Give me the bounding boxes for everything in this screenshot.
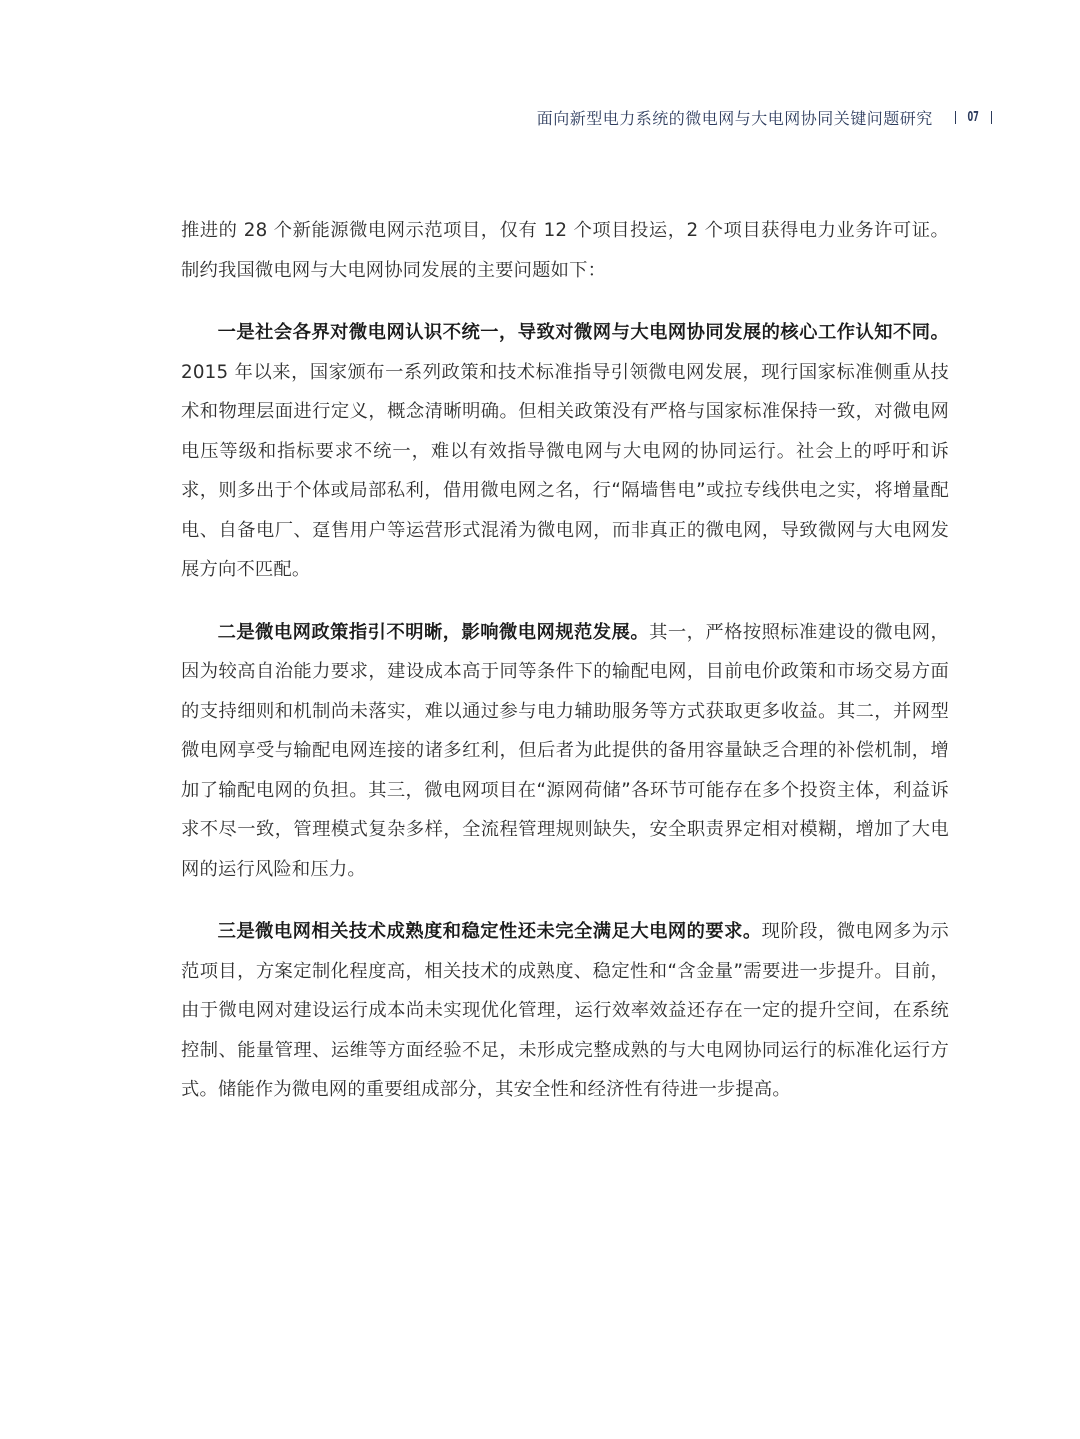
paragraph-lead: 一是社会各界对微电网认识不统一，导致对微网与大电网协同发展的核心工作认知不同。 bbox=[217, 322, 949, 343]
page-number: 07 bbox=[967, 109, 980, 125]
paragraph-text: 推进的 28 个新能源微电网示范项目，仅有 12 个项目投运，2 个项目获得电力业务许可证。制约我国微电网与大电网协同发展的主要问题如下： bbox=[181, 220, 949, 281]
paragraph-point-1 bbox=[181, 313, 949, 590]
paragraph-lead: 三是微电网相关技术成熟度和稳定性还未完全满足大电网的要求。 bbox=[217, 921, 762, 942]
paragraph-text: 其一，严格按照标准建设的微电网，因为较高自治能力要求，建设成本高于同等条件下的输配电网，目前电价政策和市场交易方面的支持细则和机制尚未落实，难以通过参与电力辅助服务等方式获取更多收益。其二，并网型微电网享受与输配电网连接的诸多红利，但后者为此提供的备用容量缺乏合理的补偿机制，增加了输配电网的负担。其三，微电网项目在“源网荷储”各环节可能存在多个投资主体，利益诉求不尽一致，管理模式复杂多样，全流程管理规则缺失，安全职责界定相对模糊，增加了大电网的运行风险和压力。 bbox=[181, 621, 949, 880]
header-divider-right bbox=[991, 111, 993, 124]
body-text bbox=[181, 211, 949, 1110]
paragraph-text: 2015 年以来，国家颁布一系列政策和技术标准指导引领微电网发展，现行国家标准侧重从技术和物理层面进行定义，概念清晰明确。但相关政策没有严格与国家标准保持一致，对微电网电压等级和指标要求不统一，难以有效指导微电网与大电网的协同运行。社会上的呼吁和诉求，则多出于个体或局部私利，借用微电网之名，行“隔墙售电”或拉专线供电之实，将增量配电、自备电厂、趸售用户等运营形式混淆为微电网，而非真正的微电网，导致微网与大电网发展方向不匹配。 bbox=[181, 361, 949, 580]
paragraph-text: 现阶段，微电网多为示范项目，方案定制化程度高，相关技术的成熟度、稳定性和“含金量”需要进一步提升。目前，由于微电网对建设运行成本尚未实现优化管理，运行效率效益还存在一定的提升空间，在系统控制、能量管理、运维等方面经验不足，未形成完整成熟的与大电网协同运行的标准化运行方式。储能作为微电网的重要组成部分，其安全性和经济性有待进一步提高。 bbox=[181, 921, 950, 1100]
paragraph-intro bbox=[181, 211, 949, 290]
paragraph-point-2 bbox=[181, 613, 949, 890]
header-divider-left bbox=[955, 111, 957, 124]
running-header-title: 面向新型电力系统的微电网与大电网协同关键问题研究 bbox=[536, 108, 933, 128]
paragraph-lead: 二是微电网政策指引不明晰，影响微电网规范发展。 bbox=[217, 621, 650, 643]
paragraph-point-3 bbox=[181, 912, 949, 1110]
running-header bbox=[537, 104, 992, 130]
